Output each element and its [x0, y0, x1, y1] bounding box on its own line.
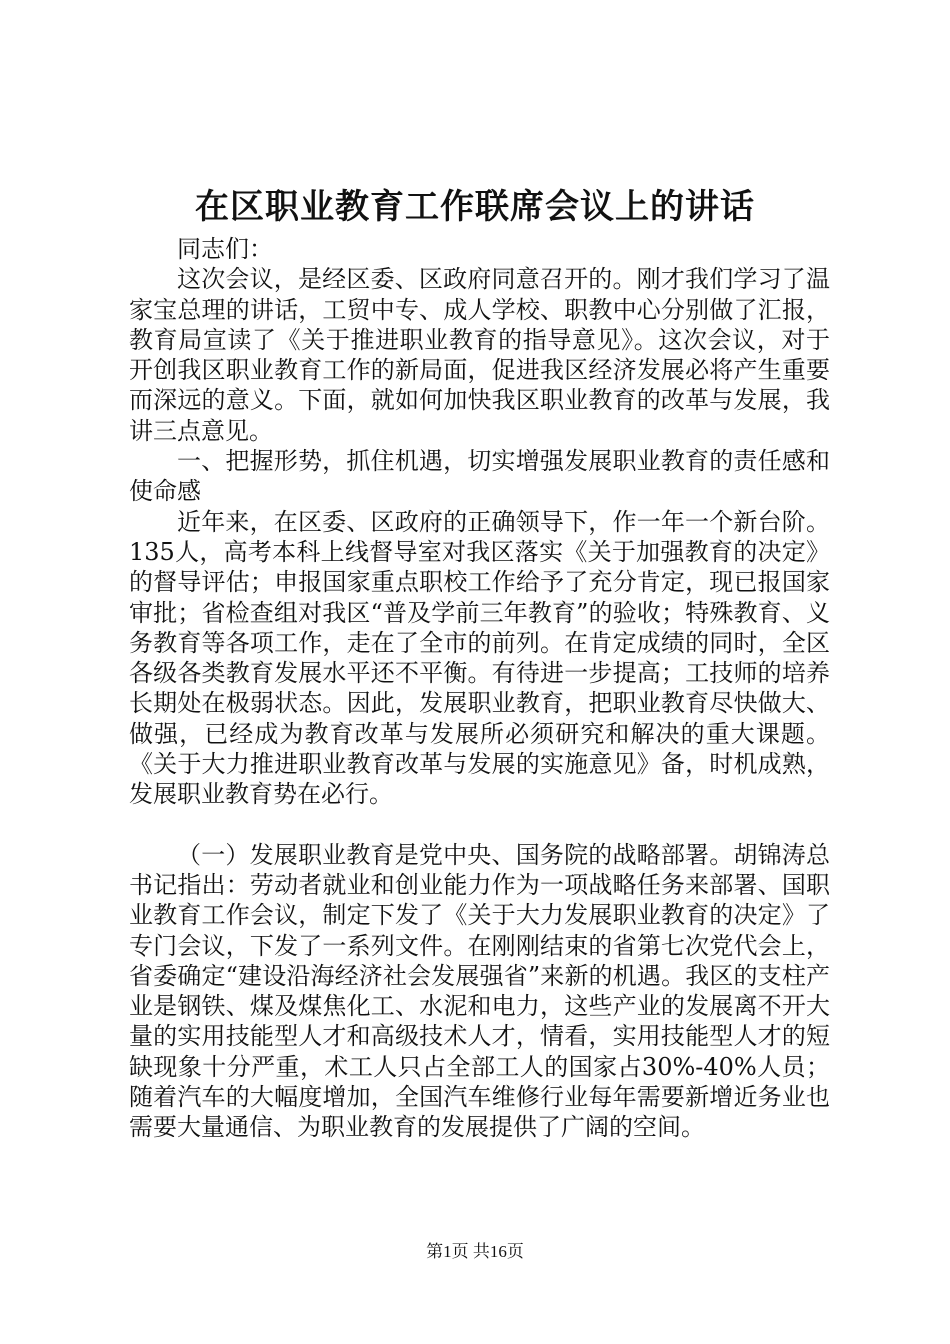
paragraph-intro: 这次会议，是经区委、区政府同意召开的。刚才我们学习了温家宝总理的讲话，工贸中专、成人学校、职教中心分别做了汇报，教育局宣读了《关于推进职业教育的指导意见》。这次会议，对于开创我区职业教育工作的新局面，促进我区经济发展必将产生重要而深远的意义。下面，就如何加快我区职业教育的改革与发展，我讲三点意见。: [129, 265, 830, 445]
salutation: 同志们：: [177, 235, 273, 263]
document-title: 在区职业教育工作联席会议上的讲话: [195, 187, 755, 227]
paragraph-achievements: 近年来，在区委、区政府的正确领导下，作一年一个新台阶。135人，高考本科上线督导室对我区落实《关于加强教育的决定》的督导评估；申报国家重点职校工作给予了充分肯定，现已报国家审批；省检查组对我区“普及学前三年教育”的验收；特殊教育、义务教育等各项工作，走在了全市的前列。在肯定成绩的同时，全区各级各类教育发展水平还不平衡。有待进一步提高；工技师的培养长期处在极弱状态。因此，发展职业教育，把职业教育尽快做大、做强，已经成为教育改革与发展所必须研究和解决的重大课题。《关于大力推进职业教育改革与发展的实施意见》备，时机成熟，发展职业教育势在必行。: [129, 507, 830, 809]
section-heading-1: 一、把握形势，抓住机遇，切实增强发展职业教育的责任感和使命感: [129, 447, 830, 506]
document-body: [129, 234, 830, 1143]
paragraph-gap: [129, 810, 830, 840]
paragraph-subsection-1: （一）发展职业教育是党中央、国务院的战略部署。胡锦涛总书记指出：劳动者就业和创业能力作为一项战略任务来部署、国职业教育工作会议，制定下发了《关于大力发展职业教育的决定》了专门会议，下发了一系列文件。在刚刚结束的省第七次党代会上，省委确定“建设沿海经济社会发展强省”来新的机遇。我区的支柱产业是钢铁、煤及煤焦化工、水泥和电力，这些产业的发展离不开大量的实用技能型人才和高级技术人才，情看，实用技能型人才的短缺现象十分严重，术工人只占全部工人的国家占30%-40%人员；随着汽车的大幅度增加，全国汽车维修行业每年需要新增近务业也需要大量通信、为职业教育的发展提供了广阔的空间。: [129, 840, 830, 1142]
page-number-footer: 第1页 共16页: [426, 1242, 524, 1261]
